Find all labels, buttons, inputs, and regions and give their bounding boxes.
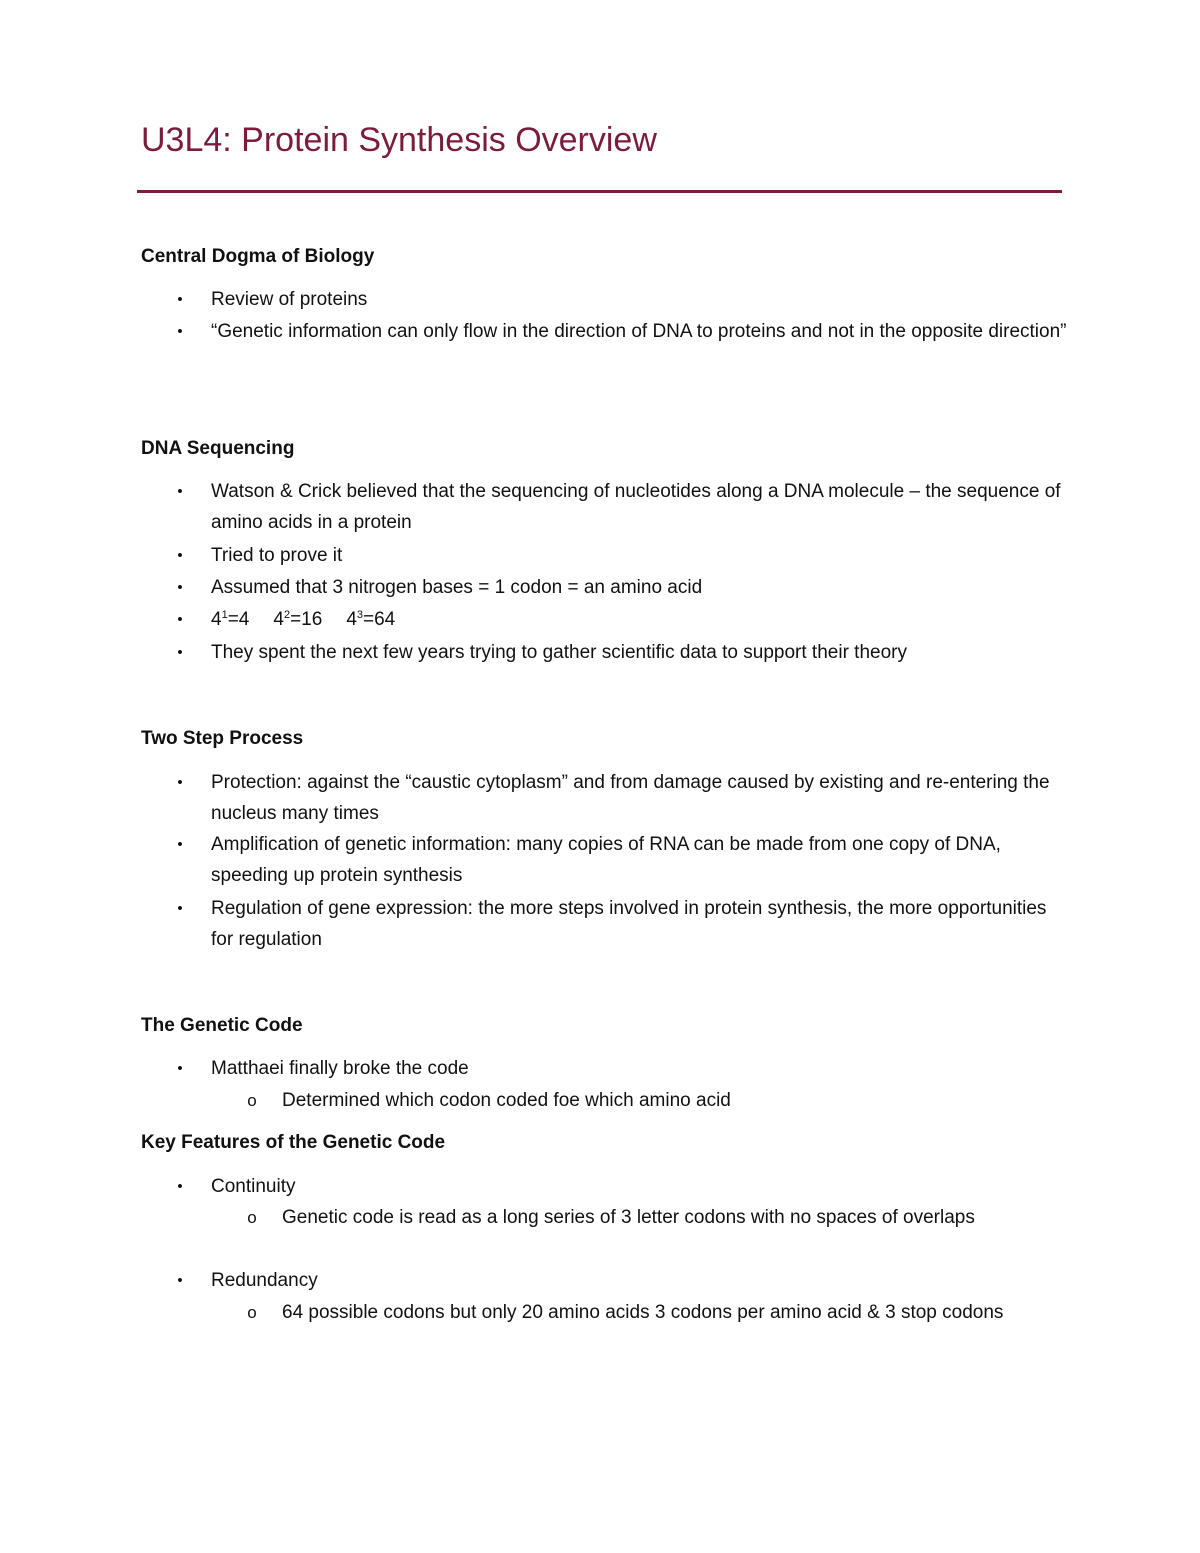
bullet-icon: • xyxy=(177,579,183,596)
bullet-icon: • xyxy=(177,1178,183,1195)
list-item-text: Tried to prove it xyxy=(211,545,343,566)
bullet-icon: • xyxy=(177,291,183,308)
power-result: =64 xyxy=(363,609,396,630)
power-result: =4 xyxy=(227,609,250,630)
section-heading-key-features: Key Features of the Genetic Code xyxy=(141,1132,446,1153)
bullet-icon: • xyxy=(177,644,183,661)
powers-of-four xyxy=(211,604,1071,635)
hollow-bullet-icon: o xyxy=(247,1303,257,1322)
title-underline xyxy=(137,190,1062,193)
power-base: 4 xyxy=(211,609,222,630)
list-item-text: Protection: against the “caustic cytoplasm” and from damage caused by existing and re-entering the nucleus many times xyxy=(211,772,1050,824)
power-expression xyxy=(346,609,395,630)
list-item-text: Matthaei finally broke the code xyxy=(211,1058,469,1079)
list-item-text: Continuity xyxy=(211,1176,296,1197)
hollow-bullet-icon: o xyxy=(247,1091,257,1110)
bullet-icon: • xyxy=(177,836,183,853)
list-item-text: Amplification of genetic information: many copies of RNA can be made from one copy of DNA, speeding up protein synthesis xyxy=(211,834,1001,886)
power-result: =16 xyxy=(290,609,323,630)
list-item-text: They spent the next few years trying to gather scientific data to support their theory xyxy=(211,642,907,663)
list-item-text: “Genetic information can only flow in the direction of DNA to proteins and not in the opposite direction” xyxy=(211,321,1067,342)
bullet-icon: • xyxy=(177,323,183,340)
section-heading-central-dogma: Central Dogma of Biology xyxy=(141,246,375,267)
sub-list-item-text: 64 possible codons but only 20 amino acids 3 codons per amino acid & 3 stop codons xyxy=(282,1302,1004,1323)
power-exponent: 3 xyxy=(356,609,364,621)
bullet-icon: • xyxy=(177,483,183,500)
power-exponent: 2 xyxy=(283,609,291,621)
list-item-text: Redundancy xyxy=(211,1270,318,1291)
list-item-text: Regulation of gene expression: the more steps involved in protein synthesis, the more opportunities for regulation xyxy=(211,898,1047,950)
bullet-icon: • xyxy=(177,1060,183,1077)
list-item-text: Assumed that 3 nitrogen bases = 1 codon = an amino acid xyxy=(211,577,703,598)
bullet-icon: • xyxy=(177,774,183,791)
power-base: 4 xyxy=(273,609,284,630)
bullet-icon: • xyxy=(177,547,183,564)
section-heading-two-step-process: Two Step Process xyxy=(141,728,304,749)
list-item-text: Watson & Crick believed that the sequencing of nucleotides along a DNA molecule – the sequence of amino acids in a protein xyxy=(211,481,1061,533)
sub-list-item-text: Determined which codon coded foe which amino acid xyxy=(282,1090,731,1111)
section-heading-dna-sequencing: DNA Sequencing xyxy=(141,438,295,459)
document-title: U3L4: Protein Synthesis Overview xyxy=(141,121,657,159)
bullet-icon: • xyxy=(177,611,183,628)
power-base: 4 xyxy=(346,609,357,630)
power-expression xyxy=(211,609,249,630)
bullet-icon: • xyxy=(177,900,183,917)
list-item-text: Review of proteins xyxy=(211,289,368,310)
hollow-bullet-icon: o xyxy=(247,1208,257,1227)
power-expression xyxy=(273,609,322,630)
power-exponent: 1 xyxy=(221,609,228,621)
bullet-icon: • xyxy=(177,1272,183,1289)
section-heading-genetic-code: The Genetic Code xyxy=(141,1015,303,1036)
sub-list-item-text: Genetic code is read as a long series of 3 letter codons with no spaces of overlaps xyxy=(282,1207,975,1228)
